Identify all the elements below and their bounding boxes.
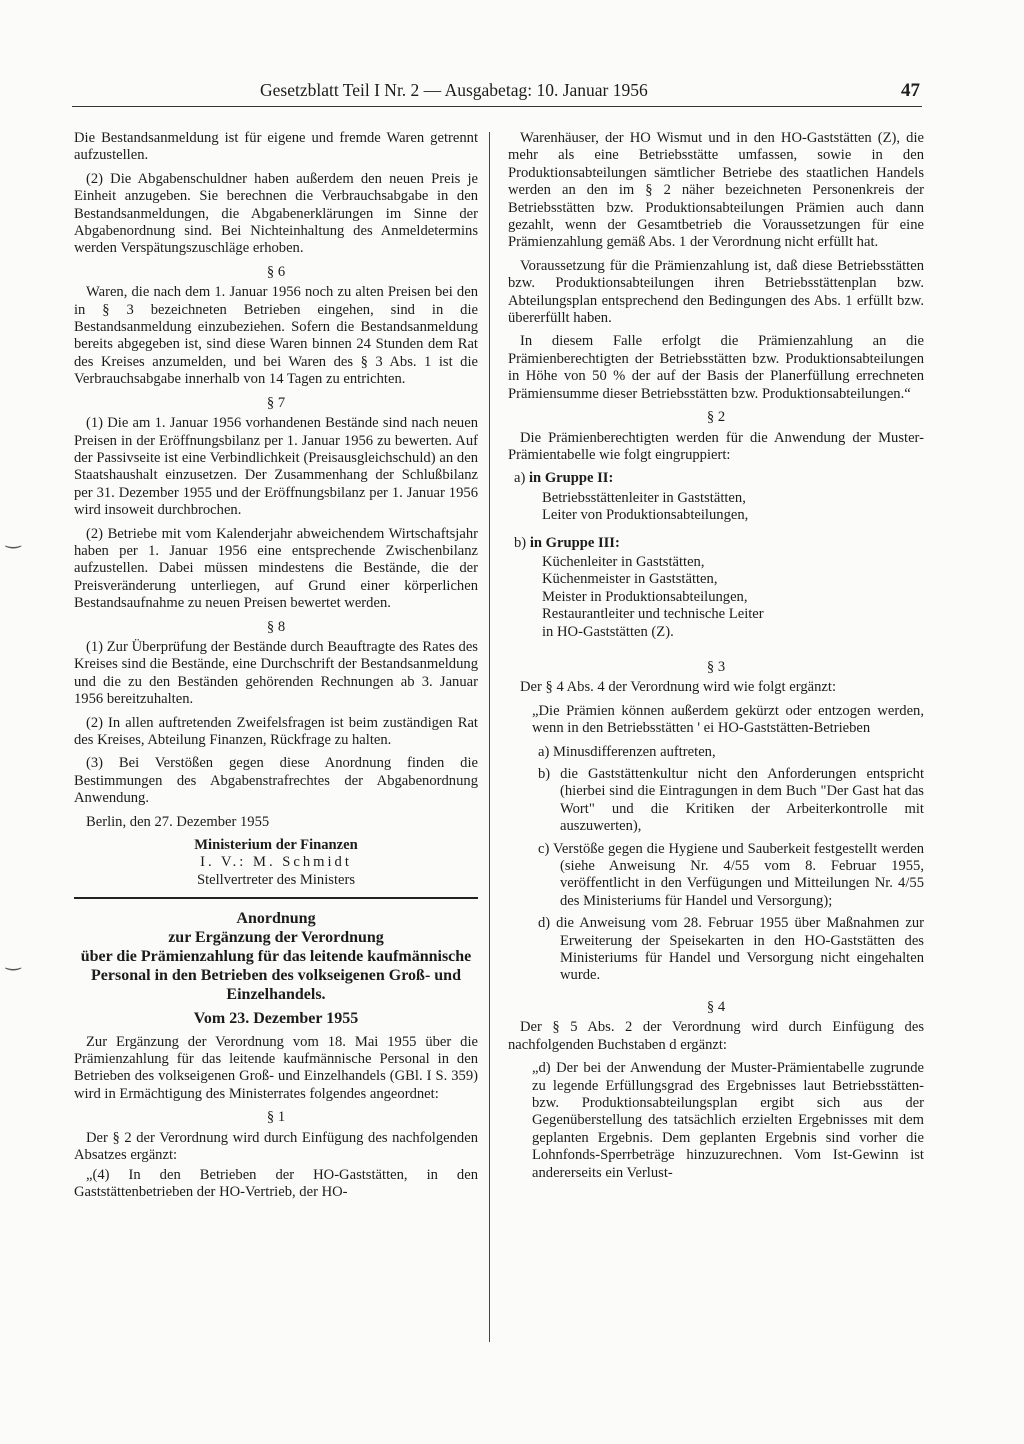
section-heading: § 3: [706, 658, 726, 675]
paragraph: Der § 5 Abs. 2 der Verordnung wird durch Einfügung des nachfolgenden Buchstaben d ergänzt:: [508, 1019, 924, 1053]
section-heading: § 2: [706, 409, 726, 426]
signature-line: I. V.: M. Schmidt: [200, 854, 352, 871]
group-label: in Gruppe II:: [529, 470, 614, 487]
list-item: b) die Gaststättenkultur nicht den Anforderungen entspricht (hierbei sind die Eintragungen in dem Buch "Der Gast hat das Wort" und die Kritiken der Arbeiterkontrolle mit auszuwerten),: [538, 766, 924, 835]
document-date: Vom 23. Dezember 1955: [193, 1010, 359, 1028]
list-item: Restaurantleiter und technische Leiter: [542, 606, 764, 623]
list-marker: b): [514, 534, 527, 551]
paragraph: In diesem Falle erfolgt die Prämienzahlung an die Prämienberechtigten der Betriebsstätten bzw. Produktionsabteilungen in Höhe von 50 % der auf der Basis der Planerfüllung errechneten Prämiensumme dieser Betriebsstätten bzw. Produktionsabteilungen.“: [508, 333, 924, 402]
paragraph: (2) Betriebe mit vom Kalenderjahr abweichendem Wirtschaftsjahr haben per 1. Januar 1956 eine entsprechende Zwischenbilanz aufzustellen. Dabei müssen mindestens die Bestände, die der Preisveränderung unterliegen, auf Grund einer körperlichen Bestandsaufnahme zu neuen Preisen bewertet werden.: [74, 525, 478, 612]
paragraph: (1) Zur Überprüfung der Bestände durch Beauftragte des Rates des Kreises sind die Bestände, eine Durchschrift der Bestandsanmeldung und die zu den Beständen gehörenden Rechnungen ab 3. Januar 1956 bereitzuhalten.: [74, 638, 478, 708]
paragraph: „(4) In den Betrieben der HO-Gaststätten, in den Gaststättenbetrieben der HO-Vertrieb, der HO-: [74, 1166, 478, 1200]
section-heading: § 8: [266, 618, 286, 635]
margin-mark-icon: ‿: [6, 528, 21, 548]
quoted-paragraph: „Die Prämien können außerdem gekürzt oder entzogen werden, wenn in den Betriebsstätten ' ei HO-Gaststätten-Betrieben: [532, 702, 924, 737]
page-header: [72, 80, 922, 107]
list-item: a) Minusdifferenzen auftreten,: [538, 743, 716, 760]
list-item: d) die Anweisung vom 28. Februar 1955 über Maßnahmen zur Erweiterung der Speisekarten in den HO-Gaststätten des Ministeriums für Handel und Versorgung nicht eingehalten wurde.: [538, 915, 924, 984]
document-subtitle: zur Ergänzung der Verordnung: [168, 929, 384, 947]
margin-mark-icon: ‿: [6, 950, 21, 970]
section-heading: § 6: [266, 263, 286, 280]
paragraph: Der § 2 der Verordnung wird durch Einfügung des nachfolgenden Absatzes ergänzt:: [74, 1129, 478, 1164]
gazette-title: Gesetzblatt Teil I Nr. 2 — Ausgabetag: 10. Januar 1956: [260, 80, 648, 100]
section-divider: [74, 897, 478, 899]
section-heading: § 4: [706, 998, 726, 1015]
group-a-heading: [514, 470, 924, 487]
group-b-heading: [514, 535, 924, 552]
list-item: Betriebsstättenleiter in Gaststätten,: [542, 489, 746, 506]
column-divider: [489, 132, 490, 1342]
list-item: Meister in Produktionsabteilungen,: [542, 588, 748, 605]
paragraph: Zur Ergänzung der Verordnung vom 18. Mai 1955 über die Prämienzahlung für das leitende kaufmännische Personal in den Betrieben des volkseigenen Groß- und Einzelhandels (GBl. I S. 359) wird in Ermächtigung des Ministerrates folgendes angeordnet:: [74, 1033, 478, 1102]
paragraph: (2) Die Abgabenschuldner haben außerdem den neuen Preis je Einheit anzugeben. Sie berechnen die Verbrauchsabgabe in den Bestandsanmeldungen, die Abgabenerklärungen im Sinne der Abgabenordnung sind. Bei Nichteinhaltung des Anmeldetermins werden Verspätungszuschläge erhoben.: [74, 170, 478, 257]
list-item: Leiter von Produktionsabteilungen,: [542, 507, 749, 524]
paragraph: Die Prämienberechtigten werden für die Anwendung der Muster-Prämientabelle wie folgt eingruppiert:: [508, 429, 924, 463]
group-label: in Gruppe III:: [529, 534, 620, 551]
paragraph: Waren, die nach dem 1. Januar 1956 noch zu alten Preisen bei den in § 3 bezeichneten Betrieben eingehen, sind in die Bestandsanmeldung einzubeziehen. Sofern die Bestandsanmeldung bereits abgegeben ist, sind diese Waren binnen 24 Stunden dem Rat des Kreises anzumelden, und bei Waren des § 3 Abs. 1 ist die Verbrauchsabgabe innerhalb von 14 Tagen zu entrichten.: [74, 284, 478, 388]
paragraph: (3) Bei Verstößen gegen diese Anordnung finden die Bestimmungen des Abgabenstrafrechtes der Abgabenordnung Anwendung.: [74, 755, 478, 807]
left-column: [74, 130, 478, 1207]
paragraph: (1) Die am 1. Januar 1956 vorhandenen Bestände sind nach neuen Preisen in der Eröffnungsbilanz per 1. Januar 1956 zu bewerten. Auf der Passivseite ist eine Verbindlichkeit (Preisausgleichschuld) an den Staatshaushalt einzusetzen. Der Zusammenhang der Schlußbilanz per 31. Dezember 1955 und der Eröffnungsbilanz per 1. Januar 1956 wird insoweit durchbrochen.: [74, 415, 478, 519]
section-heading: § 1: [266, 1109, 286, 1126]
place-date: Berlin, den 27. Dezember 1955: [86, 813, 270, 830]
paragraph: (2) In allen auftretenden Zweifelsfragen ist beim zuständigen Rat des Kreises, Abteilung Finanzen, Rückfrage zu halten.: [74, 714, 478, 748]
paragraph: Voraussetzung für die Prämienzahlung ist, daß diese Betriebsstätten bzw. Produktionsabteilungen ihren Betriebsstättenplan bzw. Abteilungsplan entsprechend den Bedingungen des Abs. 1 erfüllt bzw. übererfüllt haben.: [508, 257, 924, 327]
document-title: Anordnung: [236, 910, 316, 928]
right-column: [508, 130, 924, 1188]
signer-role: Stellvertreter des Ministers: [196, 871, 356, 888]
list-item: Küchenleiter in Gaststätten,: [542, 553, 705, 570]
ministry-name: Ministerium der Finanzen: [194, 837, 358, 854]
section-heading: § 7: [266, 394, 286, 411]
page-number: 47: [901, 80, 920, 101]
quoted-paragraph: „d) Der bei der Anwendung der Muster-Prämientabelle zugrunde zu legende Erfüllungsgrad des Ergebnisses laut Betriebsstätten- bzw. Produktionsabteilungsplan ergibt sich aus der Gegenüberstellung des tatsächlich erzielten Ergebnisses mit dem geplanten Ergebnis. Dem geplanten Ergebnis sind vorher die Lohnfonds-Sperrbeträge hinzuzurechnen. Vom Ist-Gewinn ist andererseits ein Verlust-: [532, 1060, 924, 1181]
list-item: in HO-Gaststätten (Z).: [542, 623, 674, 640]
paragraph: Die Bestandsanmeldung ist für eigene und fremde Waren getrennt aufzustellen.: [74, 130, 478, 164]
paragraph: Warenhäuser, der HO Wismut und in den HO-Gaststätten (Z), die mehr als eine Betriebsstätte umfassen, sowie in den Produktionsabteilungen sämtlicher Betriebe des staatlichen Handels werden an den im § 2 näher bezeichneten Personenkreis der Betriebsstätten bzw. Produktionsabteilungen Prämien auch dann gezahlt, wenn der Gesamtbetrieb die Voraussetzungen für eine Prämienzahlung gemäß Abs. 1 der Verordnung nicht erfüllt hat.: [508, 130, 924, 251]
list-marker: a): [514, 470, 526, 487]
list-item: Küchenmeister in Gaststätten,: [542, 571, 718, 588]
paragraph: Der § 4 Abs. 4 der Verordnung wird wie folgt ergänzt:: [520, 679, 836, 696]
document-subtitle: über die Prämienzahlung für das leitende kaufmännische Personal in den Betrieben des volkseigenen Groß- und Einzelhandels.: [80, 948, 472, 1004]
list-item: c) Verstöße gegen die Hygiene und Sauberkeit festgestellt werden (siehe Anweisung Nr. 4/55 vom 8. Februar 1955, veröffentlicht in den Verfügungen und Mitteilungen Nr. 4/55 des Ministeriums für Handel und Versorgung);: [538, 840, 924, 909]
